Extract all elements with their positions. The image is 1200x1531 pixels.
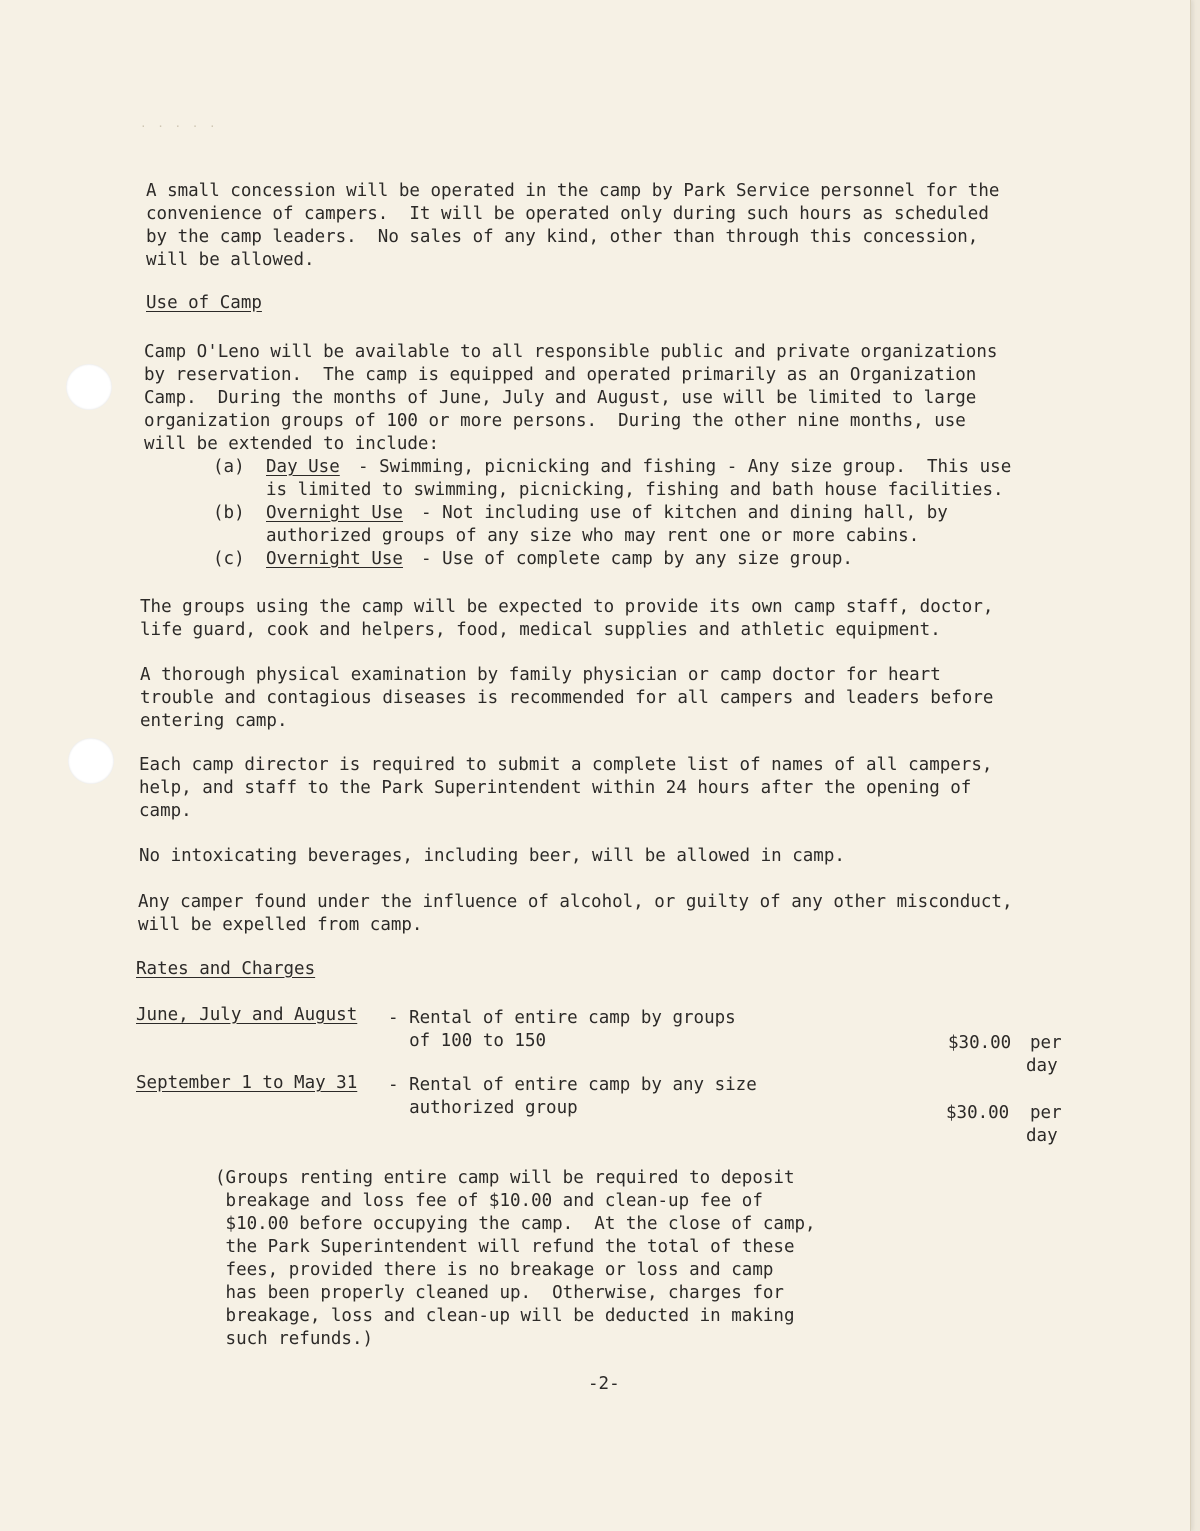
- rate-description: - Rental of entire camp by any size: [388, 1075, 757, 1095]
- text-line: (Groups renting entire camp will be required to deposit: [215, 1168, 795, 1188]
- text-line: fees, provided there is no breakage or loss and camp: [215, 1260, 774, 1280]
- item-text: is limited to swimming, picnicking, fishing and bath house facilities.: [266, 480, 1004, 500]
- text-line: life guard, cook and helpers, food, medical supplies and athletic equipment.: [140, 620, 941, 640]
- rate-unit: per: [1030, 1033, 1062, 1053]
- text-line: breakage, loss and clean-up will be deducted in making: [215, 1306, 795, 1326]
- punch-hole-bottom: [68, 738, 114, 784]
- rate-amount: $30.00: [948, 1033, 1012, 1053]
- text-line: entering camp.: [140, 711, 288, 731]
- use-of-camp-heading: Use of Camp: [146, 293, 262, 313]
- rate-description: authorized group: [388, 1098, 578, 1118]
- text-line: The groups using the camp will be expected to provide its own camp staff, doctor,: [140, 597, 994, 617]
- paper-smudge: · · · · ·: [140, 120, 218, 133]
- item-title: Overnight Use: [266, 503, 403, 523]
- text-line: trouble and contagious diseases is recommended for all campers and leaders before: [140, 688, 994, 708]
- text-line: help, and staff to the Park Superintendent within 24 hours after the opening of: [139, 778, 972, 798]
- page-number: -2-: [588, 1374, 620, 1394]
- item-marker: (a): [213, 457, 245, 477]
- text-line: will be allowed.: [146, 250, 315, 270]
- text-line: Camp. During the months of June, July and August, use will be limited to large: [144, 388, 977, 408]
- text-line: by reservation. The camp is equipped and operated primarily as an Organization: [144, 365, 977, 385]
- rate-period: June, July and August: [136, 1005, 358, 1025]
- text-line: by the camp leaders. No sales of any kind, other than through this concession,: [146, 227, 979, 247]
- rate-unit: per: [1030, 1103, 1062, 1123]
- text-line: will be expelled from camp.: [138, 915, 423, 935]
- text-line: Any camper found under the influence of alcohol, or guilty of any other misconduct,: [138, 892, 1013, 912]
- item-marker: (b): [213, 503, 245, 523]
- text-line: will be extended to include:: [144, 434, 440, 454]
- text-line: the Park Superintendent will refund the total of these: [215, 1237, 795, 1257]
- text-line: such refunds.): [215, 1329, 374, 1349]
- rate-unit: day: [1026, 1126, 1058, 1146]
- beverage-rule: No intoxicating beverages, including beer, will be allowed in camp.: [139, 846, 845, 866]
- item-marker: (c): [213, 549, 245, 569]
- item-text: - Not including use of kitchen and dining hall, by: [421, 503, 948, 523]
- item-title: Day Use: [266, 457, 340, 477]
- text-line: organization groups of 100 or more persons. During the other nine months, use: [144, 411, 966, 431]
- text-line: A thorough physical examination by family physician or camp doctor for heart: [140, 665, 941, 685]
- rates-heading: Rates and Charges: [136, 959, 316, 979]
- rate-description: of 100 to 150: [388, 1031, 547, 1051]
- punch-hole-top: [66, 364, 112, 410]
- rate-description: - Rental of entire camp by groups: [388, 1008, 736, 1028]
- text-line: convenience of campers. It will be operated only during such hours as scheduled: [146, 204, 989, 224]
- text-line: A small concession will be operated in the camp by Park Service personnel for the: [146, 181, 1000, 201]
- rate-period: September 1 to May 31: [136, 1073, 358, 1093]
- text-line: Camp O'Leno will be available to all responsible public and private organizations: [144, 342, 998, 362]
- item-title: Overnight Use: [266, 549, 403, 569]
- text-line: Each camp director is required to submit a complete list of names of all campers,: [139, 755, 993, 775]
- item-text: authorized groups of any size who may rent one or more cabins.: [266, 526, 920, 546]
- rate-amount: $30.00: [946, 1103, 1010, 1123]
- text-line: breakage and loss fee of $10.00 and clean-up fee of: [215, 1191, 763, 1211]
- item-text: - Use of complete camp by any size group.: [421, 549, 853, 569]
- text-line: $10.00 before occupying the camp. At the close of camp,: [215, 1214, 816, 1234]
- text-line: camp.: [139, 801, 192, 821]
- rate-unit: day: [1026, 1056, 1058, 1076]
- text-line: has been properly cleaned up. Otherwise, charges for: [215, 1283, 784, 1303]
- item-text: - Swimming, picnicking and fishing - Any size group. This use: [358, 457, 1012, 477]
